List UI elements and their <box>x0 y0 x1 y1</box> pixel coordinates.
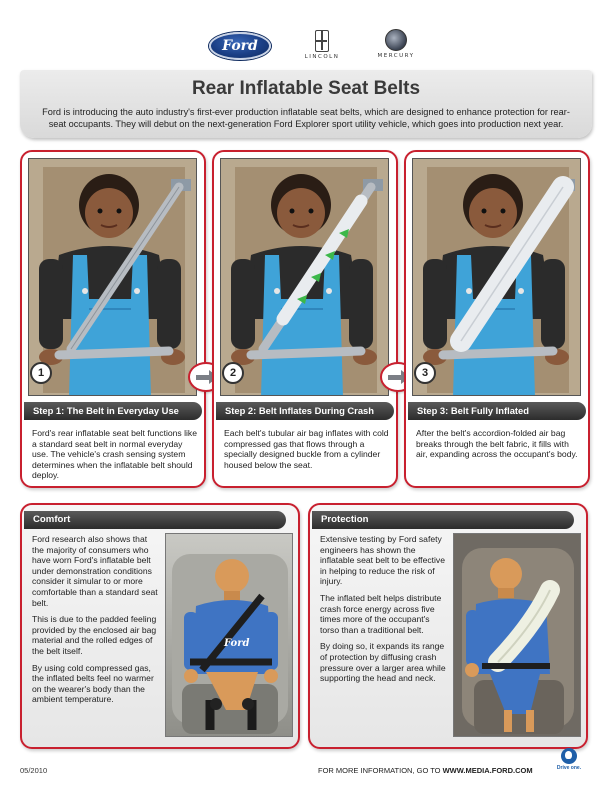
mercury-logo-text: MERCURY <box>377 53 415 59</box>
comfort-paragraph: This is due to the padded feeling provided by the enclosed air bag material and the rolled edges of the belt itself. <box>32 614 157 656</box>
step-number-3: 3 <box>414 362 436 384</box>
lincoln-star-icon <box>315 30 329 52</box>
drive-one-text: Drive one. <box>556 765 582 771</box>
protection-panel <box>308 503 588 749</box>
step-number-1: 1 <box>30 362 52 384</box>
brand-logos <box>0 26 612 66</box>
page-title: Rear Inflatable Seat Belts <box>191 78 421 99</box>
protection-title: Protection <box>312 511 574 529</box>
step-illustration-1 <box>28 158 197 396</box>
child-seatbelt-step-3-image <box>413 159 581 396</box>
step-title-2: Step 2: Belt Inflates During Crash <box>216 402 394 420</box>
ford-logo-text: Ford <box>222 38 258 54</box>
shirt-logo-text: Ford <box>224 638 250 649</box>
lincoln-logo <box>298 30 346 60</box>
mercury-logo <box>378 29 414 59</box>
comfort-paragraph: Ford research also shows that the majority of consumers who have worn Ford's inflatable belt under demonstration conditions consider it simular to or more comfortable than a standard seat belt. <box>32 534 158 608</box>
comfort-title: Comfort <box>24 511 286 529</box>
protection-paragraph: By doing so, it expands its range of protection by diffusing crash pressure over a larger area while supporting the head and neck. <box>320 641 446 684</box>
crash-dummy-standard-belt-image <box>166 534 293 737</box>
drive-one-logo <box>553 748 585 771</box>
crash-dummy-inflated-belt-image <box>454 534 581 737</box>
step-illustration-3 <box>412 158 581 396</box>
comfort-paragraph: By using cold compressed gas, the inflated belts feel no warmer on the wearer's body than the ambient temperature. <box>32 662 154 705</box>
step-title-1: Step 1: The Belt in Everyday Use <box>24 402 202 420</box>
header-band <box>20 70 592 138</box>
intro-text: Ford is introducing the auto industry's first-ever production inflatable seat belts, which are designed to enhance protection for rear-seat occupants. They will debut on the next-generation Ford Explorer sport utility vehicle, which goes into production next year. <box>42 107 570 129</box>
footer-info <box>318 766 533 775</box>
step-title-3: Step 3: Belt Fully Inflated <box>408 402 586 420</box>
footer-info-prefix: FOR MORE INFORMATION, GO TO <box>318 766 443 775</box>
protection-text <box>320 534 446 690</box>
mercury-emblem-icon <box>385 29 407 51</box>
child-seatbelt-step-2-image <box>221 159 389 396</box>
protection-paragraph: The inflated belt helps distribute crash force energy across five times more of the occupant's torso than a traditional belt. <box>320 592 442 635</box>
step-text-1: Ford's rear inflatable seat belt functions like a standard seat belt in normal everyday use. The vehicle's crash sensing system determines when the inflatable belt should deploy. <box>32 428 198 481</box>
protection-photo <box>453 533 581 737</box>
lincoln-logo-text: LINCOLN <box>304 54 340 60</box>
step-illustration-2 <box>220 158 389 396</box>
protection-paragraph: Extensive testing by Ford safety engineers has shown the inflatable seat belt to be effective in helping to reduce the risk of injury. <box>320 534 446 587</box>
ford-logo <box>209 32 271 60</box>
step-card-3 <box>404 150 590 488</box>
drive-one-icon <box>561 748 577 764</box>
comfort-text <box>32 534 158 711</box>
step-number-2: 2 <box>222 362 244 384</box>
step-card-2 <box>212 150 398 488</box>
comfort-panel <box>20 503 300 749</box>
child-seatbelt-step-1-image <box>29 159 197 396</box>
footer-date: 05/2010 <box>20 766 48 775</box>
footer-info-url[interactable]: WWW.MEDIA.FORD.COM <box>442 766 533 775</box>
step-text-2: Each belt's tubular air bag inflates with cold compressed gas that flows through a specially designed buckle from a cylinder housed below the seat. <box>224 428 389 470</box>
step-card-1 <box>20 150 206 488</box>
comfort-photo <box>165 533 293 737</box>
step-text-3: After the belt's accordion-folded air bag breaks through the belt fabric, it fills with air, expanding across the occupant's body. <box>416 428 578 460</box>
